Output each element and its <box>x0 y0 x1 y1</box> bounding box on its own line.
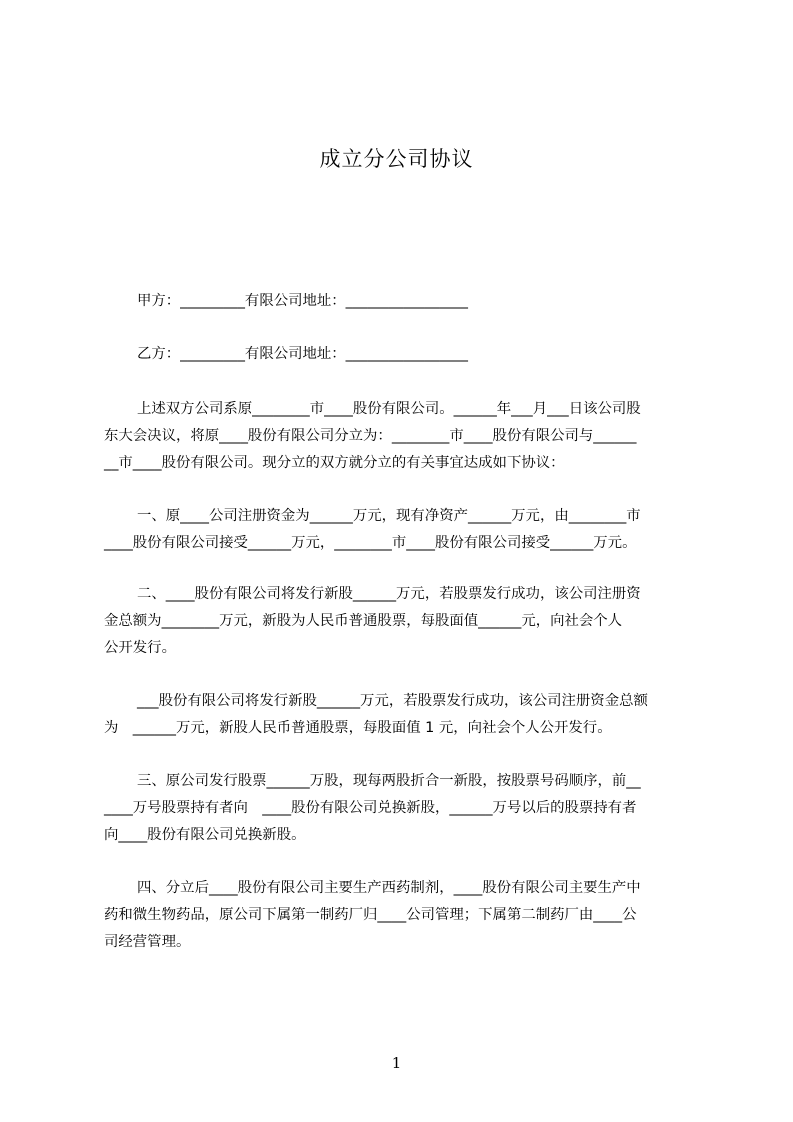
clause-4-line-2: 药和微生物药品，原公司下属第一制药厂归____公司管理；下属第二制药厂由____公 <box>104 907 637 923</box>
clause-2-line-1: 二、____股份有限公司将发行新股______万元，若股票发行成功，该公司注册资 <box>137 586 641 602</box>
clause-2b-line-1: ___股份有限公司将发行新股______万元，若股票发行成功，该公司注册资金总额 <box>137 693 648 709</box>
document-title: 成立分公司协议 <box>319 147 474 171</box>
paragraph-1-line-1: 上述双方公司系原________市____股份有限公司。______年___月___日该公司股 <box>137 401 641 417</box>
paragraph-1-line-3: __市____股份有限公司。现分立的双方就分立的有关事宜达成如下协议： <box>104 455 565 471</box>
party-b-line: 乙方：_________有限公司地址：_________________ <box>137 346 468 362</box>
clause-1-line-1: 一、原____公司注册资金为______万元，现有净资产______万元，由________市 <box>137 508 641 524</box>
clause-2-line-2: 金总额为________万元，新股为人民币普通股票，每股面值______元，向社会个人 <box>104 613 623 629</box>
clause-1-line-2: ____股份有限公司接受______万元，________市____股份有限公司接受______万元。 <box>104 535 637 551</box>
clause-3-line-3: 向____股份有限公司兑换新股。 <box>104 827 306 843</box>
clause-2b-line-2: 为 ______万元，新股人民币普通股票，每股面值 1 元，向社会个人公开发行。 <box>104 720 612 736</box>
paragraph-1-line-2: 东大会决议，将原____股份有限公司分立为：________市____股份有限公司与______ <box>104 428 637 444</box>
clause-2-line-3: 公开发行。 <box>104 640 176 656</box>
party-a-line: 甲方：_________有限公司地址：_________________ <box>137 293 468 309</box>
clause-4-line-1: 四、分立后____股份有限公司主要生产西药制剂，____股份有限公司主要生产中 <box>137 880 641 896</box>
clause-4-line-3: 司经营管理。 <box>104 934 191 950</box>
page-number: 1 <box>391 1054 402 1072</box>
clause-3-line-1: 三、原公司发行股票______万股，现每两股折合一新股，按股票号码顺序，前__ <box>137 773 641 789</box>
clause-3-line-2: ____万号股票持有者向 ____股份有限公司兑换新股，______万号以后的股票持有者 <box>104 800 637 816</box>
